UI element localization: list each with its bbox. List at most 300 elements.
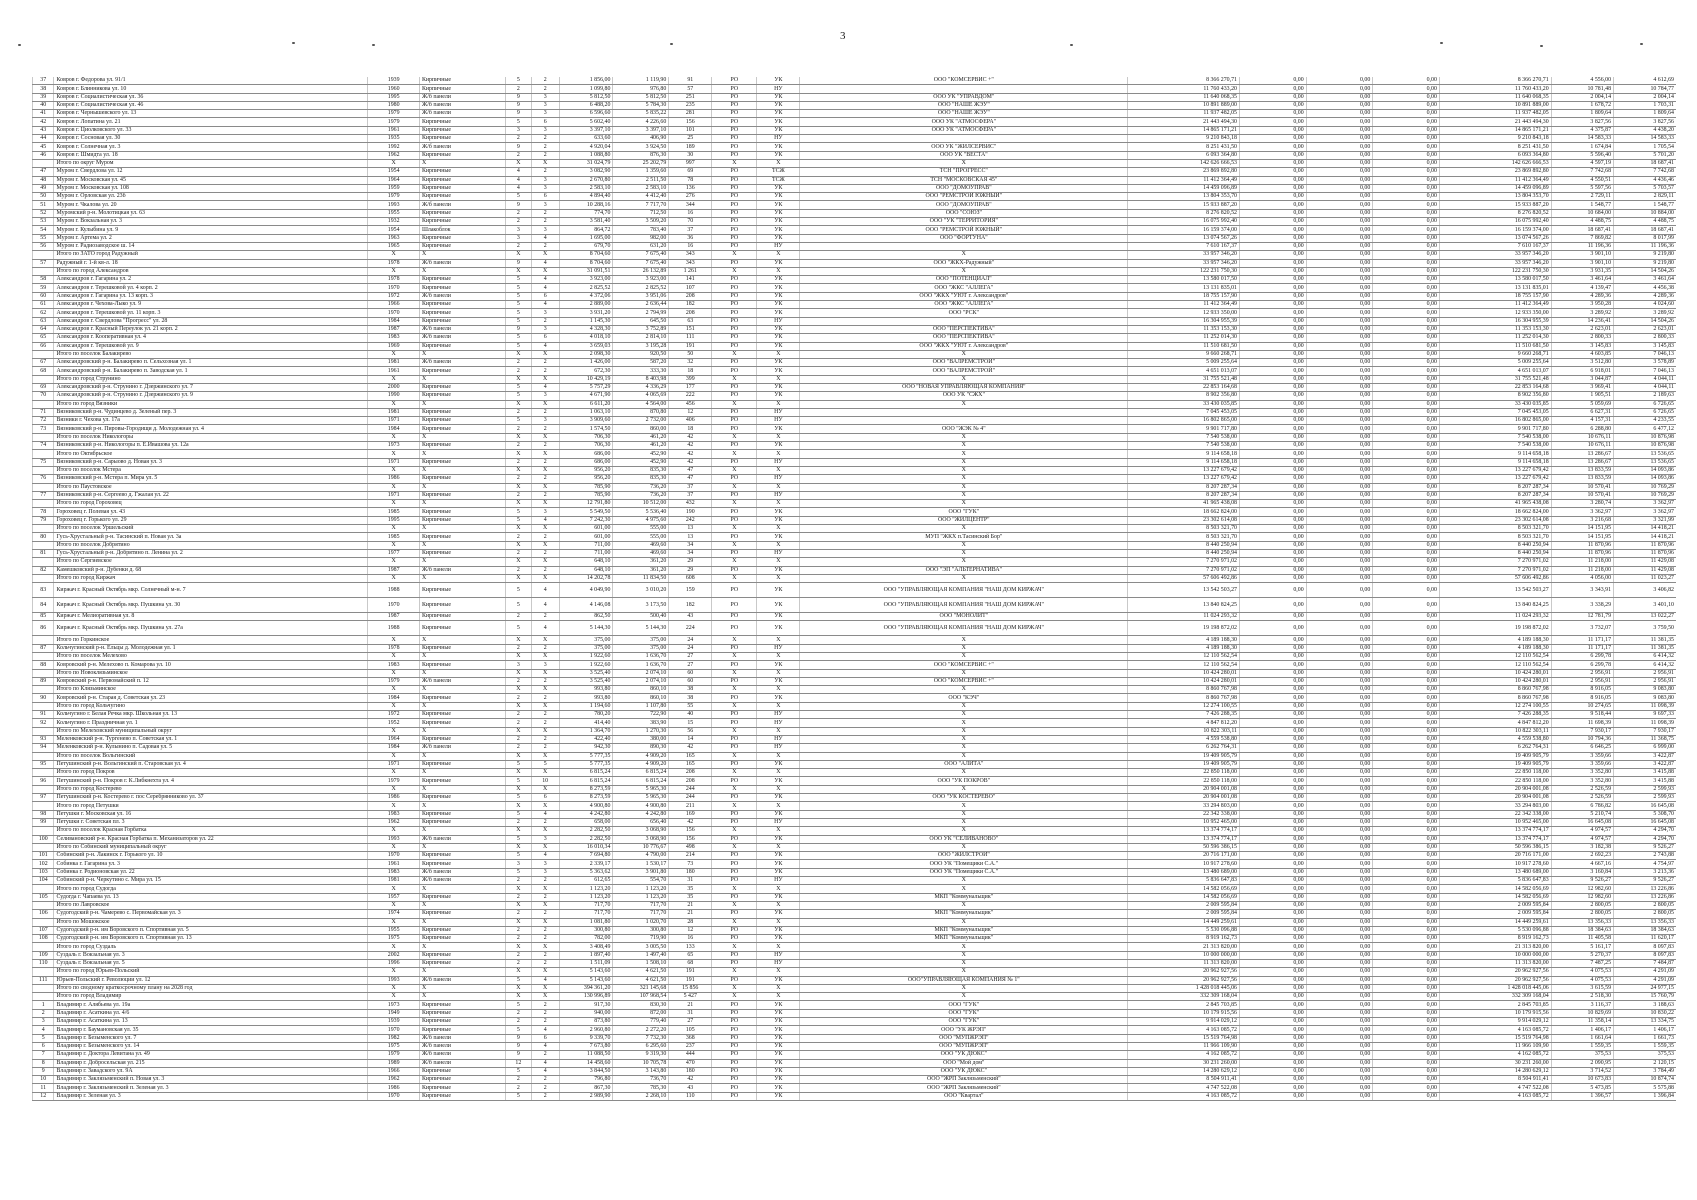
cell-f3: 0,00 [1373, 110, 1440, 118]
cell-floors: X [505, 901, 531, 909]
cell-total: 4 163 085,72 [1128, 1092, 1240, 1100]
cell-area2: 7 675,40 [613, 251, 669, 259]
cell-op: РО [712, 852, 757, 860]
cell-f2: 0,00 [1306, 466, 1373, 474]
cell-u1: 2 800,33 [1551, 334, 1613, 342]
cell-floors: 2 [505, 533, 531, 541]
cell-u1: 3 182,38 [1551, 843, 1613, 851]
cell-form: НУ [757, 85, 800, 93]
cell-f1: 0,00 [1240, 644, 1307, 652]
cell-wall: Кирпичные [419, 168, 505, 176]
cell-op: РО [712, 284, 757, 292]
cell-addr: Петушинский р-н. Вольгинский п. Старовская ул. 4 [54, 760, 368, 768]
cell-f3: 0,00 [1373, 392, 1440, 400]
cell-people: 91 [669, 77, 712, 85]
cell-f2: 0,00 [1306, 719, 1373, 727]
cell-n: 62 [33, 309, 54, 317]
cell-wall: X [419, 785, 505, 793]
cell-f1: 0,00 [1240, 702, 1307, 710]
cell-op: РО [712, 475, 757, 483]
cell-addr: Итого по поселок Балакирево [54, 350, 368, 358]
cell-area2: 3 752,89 [613, 325, 669, 333]
cell-u2: 14 504,26 [1614, 317, 1676, 325]
cell-addr: Александровский р-н. Струнино г. Дзержинского ул. 7 [54, 383, 368, 391]
cell-area1: 717,70 [559, 910, 613, 918]
cell-u1: 14 151,95 [1551, 533, 1613, 541]
cell-op: РО [712, 549, 757, 557]
cell-u1: 3 969,41 [1551, 383, 1613, 391]
cell-f1: 0,00 [1240, 583, 1307, 598]
cell-own: 4 189 188,30 [1439, 636, 1551, 644]
cell-form: X [757, 375, 800, 383]
cell-wall: Ж/б панели [419, 101, 505, 109]
cell-u2: 13 226,86 [1614, 885, 1676, 893]
cell-addr: Итого по Горкинское [54, 636, 368, 644]
cell-floors: X [505, 968, 531, 976]
cell-people: 16 [669, 242, 712, 250]
cell-f1: 0,00 [1240, 159, 1307, 167]
cell-area2: 717,70 [613, 910, 669, 918]
cell-area2: 375,00 [613, 644, 669, 652]
cell-people: 32 [669, 359, 712, 367]
cell-n: 101 [33, 852, 54, 860]
cell-f2: 0,00 [1306, 334, 1373, 342]
cell-area1: 6 815,24 [559, 777, 613, 785]
cell-area2: 9 319,30 [613, 1051, 669, 1059]
cell-addr: Итого по город Юрьев-Польский [54, 968, 368, 976]
cell-area2: 1 359,60 [613, 168, 669, 176]
cell-u2: 6 414,32 [1614, 653, 1676, 661]
cell-total: 10 179 915,56 [1128, 1009, 1240, 1017]
cell-wall: X [419, 558, 505, 566]
cell-u1: 13 833,59 [1551, 475, 1613, 483]
subtotal-row [33, 727, 1677, 735]
cell-addr: Итого по поселок Вольгинский [54, 752, 368, 760]
cell-form: УК [757, 508, 800, 516]
cell-f1: 0,00 [1240, 334, 1307, 342]
cell-u2: 8 097,83 [1614, 943, 1676, 951]
cell-total: 20 716 171,00 [1128, 852, 1240, 860]
cell-u1: 5 596,40 [1551, 151, 1613, 159]
cell-people: 12 [669, 408, 712, 416]
cell-f3: 0,00 [1373, 843, 1440, 851]
cell-u2: 4 294,70 [1614, 835, 1676, 843]
cell-people: 244 [669, 794, 712, 802]
cell-form: УК [757, 661, 800, 669]
cell-op: РО [712, 334, 757, 342]
cell-f1: 0,00 [1240, 367, 1307, 375]
subtotal-row [33, 500, 1677, 508]
cell-entr: 2 [531, 85, 559, 93]
cell-own: 11 760 433,20 [1439, 85, 1551, 93]
cell-wall: X [419, 943, 505, 951]
cell-addr: Суздаль г. Вокзальная ул. 3 [54, 951, 368, 959]
cell-u1: 11 218,00 [1551, 558, 1613, 566]
cell-mgr: X [800, 549, 1128, 557]
cell-people: 237 [669, 1042, 712, 1050]
cell-total: 19 198 872,02 [1128, 621, 1240, 636]
cell-area2: 783,40 [613, 226, 669, 234]
cell-people: 344 [669, 201, 712, 209]
subtotal-row [33, 450, 1677, 458]
cell-form: X [757, 901, 800, 909]
cell-area1: 8 704,60 [559, 251, 613, 259]
cell-addr: Итого по поселок Никологоры [54, 433, 368, 441]
cell-addr: Александров г. Гагарина ул. 2 [54, 276, 368, 284]
cell-floors: 5 [505, 1092, 531, 1100]
cell-area2: 1 107,80 [613, 702, 669, 710]
cell-f1: 0,00 [1240, 686, 1307, 694]
cell-floors: 5 [505, 342, 531, 350]
cell-f2: 0,00 [1306, 1076, 1373, 1084]
cell-f3: 0,00 [1373, 85, 1440, 93]
cell-u1: 2 090,95 [1551, 1059, 1613, 1067]
cell-area1: 10 288,16 [559, 201, 613, 209]
cell-year: 1962 [368, 818, 420, 826]
cell-entr: X [531, 785, 559, 793]
cell-f2: 0,00 [1306, 744, 1373, 752]
cell-area1: 711,00 [559, 549, 613, 557]
cell-addr: Александров г. Красный Переулок ул. 21 корп. 2 [54, 325, 368, 333]
cell-u1: 3 145,83 [1551, 342, 1613, 350]
cell-wall: Кирпичные [419, 176, 505, 184]
cell-mgr: ООО "УК ЖРЭП" [800, 1026, 1128, 1034]
cell-entr: 2 [531, 549, 559, 557]
cell-wall: Ж/б панели [419, 566, 505, 574]
cell-own: 7 540 538,00 [1439, 433, 1551, 441]
cell-people: 38 [669, 694, 712, 702]
cell-wall: X [419, 885, 505, 893]
cell-u1: 3 901,10 [1551, 251, 1613, 259]
cell-year: 1996 [368, 959, 420, 967]
cell-floors: 5 [505, 301, 531, 309]
cell-area1: 2 282,50 [559, 835, 613, 843]
table-row [33, 1084, 1677, 1092]
cell-own: 4 651 013,07 [1439, 367, 1551, 375]
cell-total: 10 000 000,00 [1128, 951, 1240, 959]
cell-f2: 0,00 [1306, 425, 1373, 433]
cell-mgr: X [800, 653, 1128, 661]
cell-u2: 4 438,20 [1614, 126, 1676, 134]
cell-f3: 0,00 [1373, 309, 1440, 317]
cell-area1: 5 363,62 [559, 868, 613, 876]
cell-own: 7 540 538,00 [1439, 442, 1551, 450]
cell-area2: 7 675,40 [613, 259, 669, 267]
cell-f1: 0,00 [1240, 176, 1307, 184]
cell-total: 19 409 905,79 [1128, 760, 1240, 768]
cell-f3: 0,00 [1373, 711, 1440, 719]
cell-entr: 4 [531, 301, 559, 309]
cell-area2: 383,90 [613, 719, 669, 727]
cell-wall: X [419, 752, 505, 760]
cell-mgr: ООО "ЭП "АЛЬТЕРНАТИВА" [800, 566, 1128, 574]
cell-u1: 10 570,41 [1551, 483, 1613, 491]
table-row [33, 143, 1677, 151]
cell-total: 8 440 250,94 [1128, 549, 1240, 557]
cell-f2: 0,00 [1306, 383, 1373, 391]
cell-n: 6 [33, 1042, 54, 1050]
cell-year: 1970 [368, 598, 420, 613]
cell-own: 21 313 820,00 [1439, 943, 1551, 951]
cell-f3: 0,00 [1373, 935, 1440, 943]
table-row [33, 508, 1677, 516]
cell-floors: 2 [505, 458, 531, 466]
cell-n [33, 466, 54, 474]
cell-f1: 0,00 [1240, 1076, 1307, 1084]
cell-entr: 2 [531, 877, 559, 885]
cell-mgr: ООО "ЖКХ-Радужный" [800, 259, 1128, 267]
cell-mgr: ООО "РЕМСТРОЙ ЮЖНЫЙ" [800, 226, 1128, 234]
cell-f3: 0,00 [1373, 143, 1440, 151]
cell-f2: 0,00 [1306, 118, 1373, 126]
cell-form: X [757, 702, 800, 710]
cell-wall: Кирпичные [419, 1092, 505, 1100]
cell-people: 43 [669, 1084, 712, 1092]
cell-f3: 0,00 [1373, 433, 1440, 441]
cell-u1: 6 646,25 [1551, 744, 1613, 752]
cell-year: 1972 [368, 711, 420, 719]
cell-f1: 0,00 [1240, 383, 1307, 391]
cell-n: 46 [33, 151, 54, 159]
table-row [33, 644, 1677, 652]
cell-people: 180 [669, 1067, 712, 1075]
cell-wall: Кирпичные [419, 860, 505, 868]
cell-people: 191 [669, 968, 712, 976]
cell-f3: 0,00 [1373, 976, 1440, 984]
cell-total: 20 904 001,08 [1128, 785, 1240, 793]
cell-area1: 394 361,20 [559, 984, 613, 992]
cell-form: НУ [757, 719, 800, 727]
cell-u2: 24 977,15 [1614, 984, 1676, 992]
cell-f1: 0,00 [1240, 613, 1307, 621]
cell-people: 29 [669, 566, 712, 574]
cell-u2: 2 743,88 [1614, 852, 1676, 860]
cell-own: 11 510 681,50 [1439, 342, 1551, 350]
cell-u1: 12 781,79 [1551, 613, 1613, 621]
cell-u2: 11 098,39 [1614, 702, 1676, 710]
cell-entr: 2 [531, 533, 559, 541]
cell-f1: 0,00 [1240, 151, 1307, 159]
cell-n: 97 [33, 794, 54, 802]
cell-area1: 5 777,35 [559, 752, 613, 760]
cell-f1: 0,00 [1240, 118, 1307, 126]
cell-wall: Ж/б панели [419, 677, 505, 685]
cell-mgr: ООО "Мой дом" [800, 1059, 1128, 1067]
cell-u2: 10 784,77 [1614, 85, 1676, 93]
cell-total: 7 270 971,02 [1128, 558, 1240, 566]
subtotal-row [33, 802, 1677, 810]
cell-people: 242 [669, 516, 712, 524]
cell-f3: 0,00 [1373, 669, 1440, 677]
cell-form: УК [757, 151, 800, 159]
cell-f1: 0,00 [1240, 392, 1307, 400]
cell-u2: 7 742,68 [1614, 168, 1676, 176]
cell-f3: 0,00 [1373, 777, 1440, 785]
cell-f2: 0,00 [1306, 1067, 1373, 1075]
cell-area1: 3 659,03 [559, 342, 613, 350]
cell-entr: 2 [531, 408, 559, 416]
cell-own: 12 933 350,00 [1439, 309, 1551, 317]
cell-op: X [712, 450, 757, 458]
cell-area1: 780,20 [559, 711, 613, 719]
cell-op: X [712, 802, 757, 810]
cell-op: РО [712, 383, 757, 391]
cell-year: 1971 [368, 458, 420, 466]
cell-total: 15 933 887,20 [1128, 201, 1240, 209]
cell-total: 22 850 118,00 [1128, 769, 1240, 777]
subtotal-row [33, 574, 1677, 582]
cell-floors: 5 [505, 292, 531, 300]
cell-addr: Ковров г. Лопатина ул. 21 [54, 118, 368, 126]
cell-f3: 0,00 [1373, 686, 1440, 694]
cell-year: 1969 [368, 342, 420, 350]
cell-f1: 0,00 [1240, 110, 1307, 118]
cell-f3: 0,00 [1373, 566, 1440, 574]
cell-floors: 5 [505, 810, 531, 818]
cell-floors: X [505, 636, 531, 644]
cell-f2: 0,00 [1306, 636, 1373, 644]
cell-wall: Кирпичные [419, 342, 505, 350]
cell-entr: 2 [531, 367, 559, 375]
cell-area1: 940,00 [559, 1009, 613, 1017]
table-row [33, 184, 1677, 192]
cell-f1: 0,00 [1240, 292, 1307, 300]
table-row [33, 325, 1677, 333]
cell-u2: 3 289,92 [1614, 309, 1676, 317]
table-row [33, 694, 1677, 702]
cell-total: 8 207 287,34 [1128, 491, 1240, 499]
cell-n [33, 943, 54, 951]
cell-people: 182 [669, 301, 712, 309]
cell-year: X [368, 702, 420, 710]
cell-mgr: X [800, 483, 1128, 491]
cell-entr: 2 [531, 442, 559, 450]
cell-form: X [757, 525, 800, 533]
cell-floors: 5 [505, 583, 531, 598]
cell-mgr: ООО УК "ВЕСТА" [800, 151, 1128, 159]
cell-f1: 0,00 [1240, 508, 1307, 516]
cell-area2: 4 975,60 [613, 516, 669, 524]
cell-area2: 5 835,22 [613, 110, 669, 118]
cell-year: 2000 [368, 383, 420, 391]
cell-n: 109 [33, 951, 54, 959]
cell-op: X [712, 653, 757, 661]
cell-entr: 4 [531, 516, 559, 524]
cell-mgr: ООО "ЖИЛСТРОЙ" [800, 852, 1128, 860]
cell-own: 18 662 824,00 [1439, 508, 1551, 516]
cell-entr: 2 [531, 1018, 559, 1026]
cell-u1: 3 461,64 [1551, 276, 1613, 284]
cell-n: 64 [33, 325, 54, 333]
table-row [33, 583, 1677, 598]
cell-wall: X [419, 984, 505, 992]
cell-form: УК [757, 425, 800, 433]
cell-u2: 4 024,60 [1614, 301, 1676, 309]
cell-area1: 672,30 [559, 367, 613, 375]
cell-addr: Петушинский р-н. Костерево г. пос Серебрянниково ул. 37 [54, 794, 368, 802]
cell-u2: 2 623,01 [1614, 325, 1676, 333]
cell-mgr: ООО "ФОРТУНА" [800, 234, 1128, 242]
cell-area2: 3 951,06 [613, 292, 669, 300]
cell-u2: 3 415,88 [1614, 769, 1676, 777]
cell-entr: 4 [531, 1042, 559, 1050]
cell-area1: 8 273,59 [559, 794, 613, 802]
cell-n: 98 [33, 810, 54, 818]
cell-year: X [368, 752, 420, 760]
cell-f1: 0,00 [1240, 760, 1307, 768]
cell-op: РО [712, 661, 757, 669]
cell-year: 1982 [368, 1034, 420, 1042]
cell-f2: 0,00 [1306, 777, 1373, 785]
cell-year: 1964 [368, 735, 420, 743]
table-row [33, 259, 1677, 267]
cell-total: 4 559 538,80 [1128, 735, 1240, 743]
cell-addr: Итого по город Гороховец [54, 500, 368, 508]
cell-form: X [757, 752, 800, 760]
cell-floors: X [505, 350, 531, 358]
cell-f2: 0,00 [1306, 566, 1373, 574]
cell-u1: 10 684,00 [1551, 209, 1613, 217]
cell-f3: 0,00 [1373, 613, 1440, 621]
cell-u1: 6 299,78 [1551, 653, 1613, 661]
cell-u1: 375,53 [1551, 1051, 1613, 1059]
cell-f2: 0,00 [1306, 433, 1373, 441]
cell-form: УК [757, 1001, 800, 1009]
cell-addr: Муром г. Орловская ул. 23б [54, 193, 368, 201]
cell-floors: 5 [505, 835, 531, 843]
cell-n: 72 [33, 417, 54, 425]
subtotal-row [33, 901, 1677, 909]
cell-year: X [368, 636, 420, 644]
cell-u1: 4 974,57 [1551, 827, 1613, 835]
cell-n: 75 [33, 458, 54, 466]
cell-f1: 0,00 [1240, 777, 1307, 785]
cell-area1: 4 894,40 [559, 193, 613, 201]
cell-area1: 4 018,10 [559, 334, 613, 342]
cell-op: РО [712, 951, 757, 959]
cell-n: 7 [33, 1051, 54, 1059]
cell-f2: 0,00 [1306, 1009, 1373, 1017]
cell-people: 18 [669, 367, 712, 375]
cell-u2: 5 703,57 [1614, 184, 1676, 192]
cell-total: 10 952 465,00 [1128, 818, 1240, 826]
cell-u2: 11 620,17 [1614, 935, 1676, 943]
cell-f3: 0,00 [1373, 1059, 1440, 1067]
cell-op: X [712, 901, 757, 909]
cell-mgr: ООО "УПРАВЛЯЮЩАЯ КОМПАНИЯ "НАШ ДОМ КИРЖАЧ" [800, 583, 1128, 598]
cell-f1: 0,00 [1240, 267, 1307, 275]
cell-total: 10 891 889,00 [1128, 101, 1240, 109]
table-row [33, 935, 1677, 943]
cell-own: 122 231 750,30 [1439, 267, 1551, 275]
cell-mgr: ООО УК "СЖХ" [800, 392, 1128, 400]
cell-wall: Кирпичные [419, 458, 505, 466]
cell-area1: 14 202,78 [559, 574, 613, 582]
cell-area2: 361,20 [613, 566, 669, 574]
cell-area1: 7 673,80 [559, 1042, 613, 1050]
cell-u1: 14 236,41 [1551, 317, 1613, 325]
cell-wall: X [419, 267, 505, 275]
cell-f1: 0,00 [1240, 653, 1307, 661]
cell-own: 16 802 865,00 [1439, 417, 1551, 425]
cell-form: X [757, 785, 800, 793]
cell-own: 33 957 346,20 [1439, 259, 1551, 267]
cell-addr: Петушинский р-н. Покров г. К.Либкнехта ул. 4 [54, 777, 368, 785]
table-row [33, 201, 1677, 209]
cell-entr: X [531, 901, 559, 909]
cell-floors: 5 [505, 508, 531, 516]
cell-n: 92 [33, 719, 54, 727]
